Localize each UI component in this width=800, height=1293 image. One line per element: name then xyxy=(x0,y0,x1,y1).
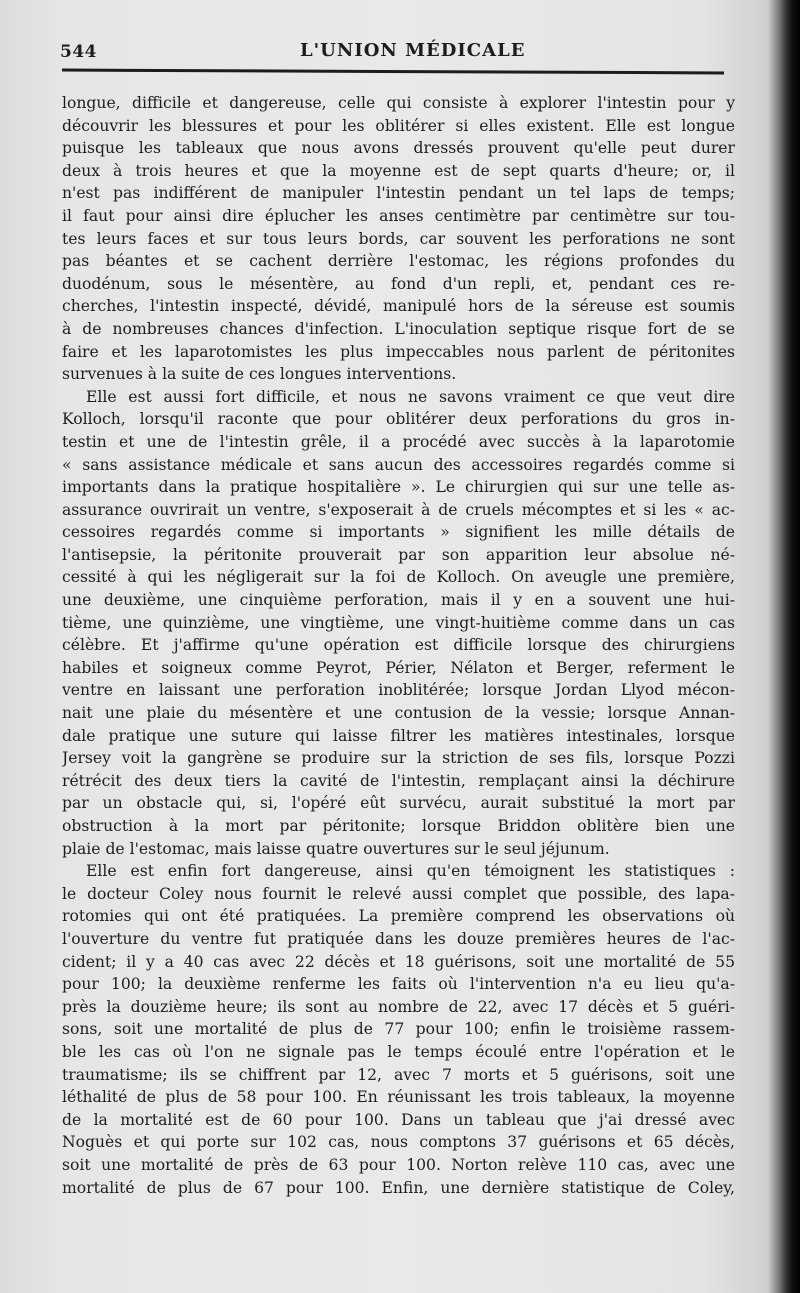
text-line: ble les cas où l'on ne signale pas le temps écoulé entre l'opération et le xyxy=(62,1042,735,1061)
text-line: découvrir les blessures et pour les oblitérer si elles existent. Elle est longue xyxy=(62,116,735,135)
text-line: obstruction à la mort par péritonite; lorsque Briddon oblitère bien une xyxy=(62,817,735,835)
text-line: dale pratique une suture qui laisse filtrer les matières intestinales, lorsque xyxy=(62,726,735,745)
body-text xyxy=(62,92,735,1199)
text-line: Kolloch, lorsqu'il raconte que pour oblitérer deux perforations du gros in- xyxy=(62,410,735,429)
text-line: testin et une de l'intestin grêle, il a procédé avec succès à la laparotomie xyxy=(62,432,735,451)
text-line: deux à trois heures et que la moyenne est de sept quarts d'heure; or, il xyxy=(62,161,735,180)
text-line: cherches, l'intestin inspecté, dévidé, manipulé hors de la séreuse est soumis xyxy=(62,297,735,316)
text-line: de la mortalité est de 60 pour 100. Dans un tableau que j'ai dressé avec xyxy=(62,1110,735,1129)
text-line: Elle est aussi fort difficile, et nous ne savons vraiment ce que veut dire xyxy=(86,387,735,406)
text-line: importants dans la pratique hospitalière ». Le chirurgien qui sur une telle as- xyxy=(62,478,735,497)
text-line: près la douzième heure; ils sont au nombre de 22, avec 17 décès et 5 guéri- xyxy=(62,997,735,1016)
text-line: assurance ouvrirait un ventre, s'exposerait à de cruels mécomptes et si les « ac- xyxy=(62,500,735,519)
text-line: cessité à qui les négligerait sur la foi de Kolloch. On aveugle une première, xyxy=(62,568,735,587)
text-line: duodénum, sous le mésentère, au fond d'un repli, et, pendant ces re- xyxy=(62,274,735,293)
text-line: Jersey voit la gangrène se produire sur la striction de ses fils, lorsque Pozzi xyxy=(62,749,735,768)
text-line: Noguès et qui porte sur 102 cas, nous comptons 37 guérisons et 65 décès, xyxy=(62,1133,735,1152)
text-line: rétrécit des deux tiers la cavité de l'intestin, remplaçant ainsi la déchirure xyxy=(62,771,735,790)
text-line: cident; il y a 40 cas avec 22 décès et 18 guérisons, soit une mortalité de 55 xyxy=(62,952,735,971)
page-header xyxy=(60,38,730,66)
text-line: survenues à la suite de ces longues interventions. xyxy=(62,365,457,384)
page-edge-shadow xyxy=(766,0,800,1293)
text-line: « sans assistance médicale et sans aucun des accessoires regardés comme si xyxy=(62,455,735,474)
text-line: par un obstacle qui, si, l'opéré eût survécu, aurait substitué la mort par xyxy=(62,794,735,813)
text-line: habiles et soigneux comme Peyrot, Périer, Nélaton et Berger, referment le xyxy=(62,658,735,677)
text-line: pour 100; la deuxième renferme les faits où l'intervention n'a eu lieu qu'a- xyxy=(62,975,735,994)
text-line: longue, difficile et dangereuse, celle qui consiste à explorer l'intestin pour y xyxy=(62,94,735,112)
text-line: célèbre. Et j'affirme qu'une opération est difficile lorsque des chirurgiens xyxy=(62,636,735,655)
text-line: nait une plaie du mésentère et une contusion de la vessie; lorsque Annan- xyxy=(62,704,735,723)
text-line: plaie de l'estomac, mais laisse quatre ouvertures sur le seul jéjunum. xyxy=(62,839,610,858)
text-line: soit une mortalité de près de 63 pour 100. Norton relève 110 cas, avec une xyxy=(62,1155,735,1174)
running-title: L'UNION MÉDICALE xyxy=(300,40,526,61)
text-line: cessoires regardés comme si importants » signifient les mille détails de xyxy=(62,523,735,542)
page-number: 544 xyxy=(60,42,97,62)
text-line: tes leurs faces et sur tous leurs bords, car souvent les perforations ne sont xyxy=(62,229,735,248)
text-line: il faut pour ainsi dire éplucher les anses centimètre par centimètre sur tou- xyxy=(62,206,735,225)
text-line: faire et les laparotomistes les plus impeccables nous parlent de péritonites xyxy=(62,342,735,361)
text-line: Elle est enfin fort dangereuse, ainsi qu'en témoignent les statistiques : xyxy=(86,862,735,881)
text-line: n'est pas indifférent de manipuler l'intestin pendant un tel laps de temps; xyxy=(62,184,735,203)
text-line: rotomies qui ont été pratiquées. La première comprend les observations où xyxy=(62,907,735,926)
text-line: sons, soit une mortalité de plus de 77 pour 100; enfin le troisième rassem- xyxy=(62,1020,735,1039)
text-line: tième, une quinzième, une vingtième, une vingt-huitième comme dans un cas xyxy=(62,613,735,632)
text-line: ventre en laissant une perforation inoblitérée; lorsque Jordan Llyod mécon- xyxy=(62,681,735,700)
text-line: le docteur Coley nous fournit le relevé aussi complet que possible, des lapa- xyxy=(62,884,735,903)
text-line: une deuxième, une cinquième perforation, mais il y en a souvent une hui- xyxy=(62,591,735,610)
text-line: mortalité de plus de 67 pour 100. Enfin, une dernière statistique de Coley, xyxy=(62,1178,735,1197)
text-line: à de nombreuses chances d'infection. L'inoculation septique risque fort de se xyxy=(62,319,735,338)
text-line: pas béantes et se cachent derrière l'estomac, les régions profondes du xyxy=(62,252,735,271)
text-line: l'antisepsie, la péritonite prouverait par son apparition leur absolue né- xyxy=(62,545,735,564)
header-rule xyxy=(62,69,724,75)
text-line: traumatisme; ils se chiffrent par 12, avec 7 morts et 5 guérisons, soit une xyxy=(62,1065,735,1084)
text-line: puisque les tableaux que nous avons dressés prouvent qu'elle peut durer xyxy=(62,139,735,158)
text-line: léthalité de plus de 58 pour 100. En réunissant les trois tableaux, la moyenne xyxy=(62,1088,735,1107)
text-line: l'ouverture du ventre fut pratiquée dans les douze premières heures de l'ac- xyxy=(62,929,735,948)
